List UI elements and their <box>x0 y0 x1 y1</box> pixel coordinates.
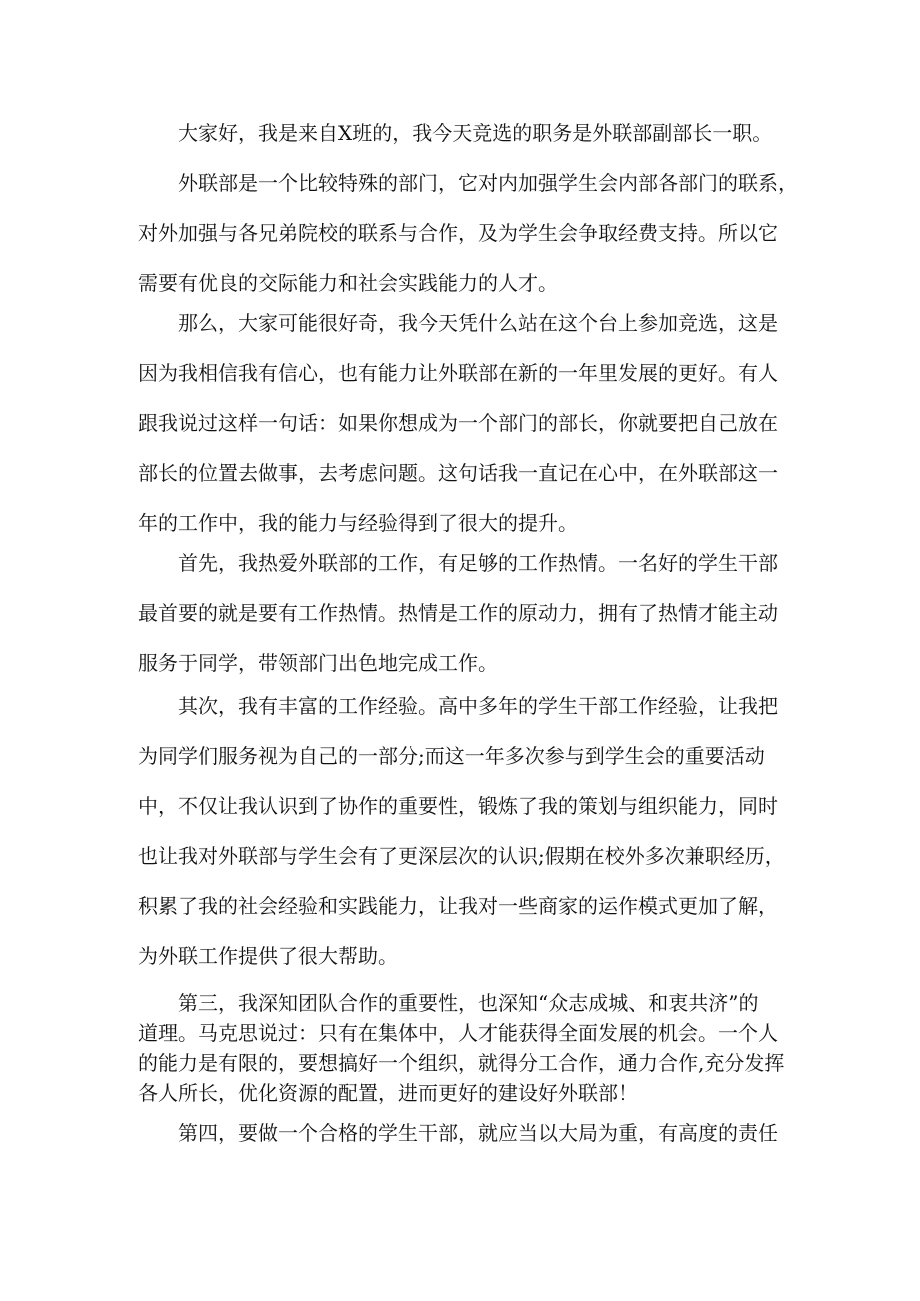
text-line: 最首要的就是要有工作热情。热情是工作的原动力，拥有了热情才能主动 <box>138 601 778 625</box>
text-line: 服务于同学，带领部门出色地完成工作。 <box>138 651 498 675</box>
text-line: 外联部是一个比较特殊的部门，它对内加强学生会内部各部门的联系， <box>178 171 798 195</box>
text-line: 跟我说过这样一句话：如果你想成为一个部门的部长，你就要把自己放在 <box>138 411 778 435</box>
paragraph-first-point <box>138 538 798 688</box>
text-line: 因为我相信我有信心，也有能力让外联部在新的一年里发展的更好。有人 <box>138 361 778 385</box>
text-line: 道理。马克思说过：只有在集体中，人才能获得全面发展的机会。一个人 <box>138 1021 778 1045</box>
text-line: 第四，要做一个合格的学生干部，就应当以大局为重，有高度的责任 <box>178 1121 778 1145</box>
text-line: 也让我对外联部与学生会有了更深层次的认识;假期在校外多次兼职经历， <box>138 844 785 868</box>
text-line: 对外加强与各兄弟院校的联系与合作，及为学生会争取经费支持。所以它 <box>138 221 778 245</box>
text-line: 各人所长，优化资源的配置，进而更好的建设好外联部！ <box>138 1081 638 1105</box>
text-line: 需要有优良的交际能力和社会实践能力的人才。 <box>138 271 558 295</box>
paragraph-motivation <box>138 298 798 548</box>
paragraph-second-point <box>138 681 798 981</box>
text-line: 年的工作中，我的能力与经验得到了很大的提升。 <box>138 511 578 535</box>
text-line: 大家好，我是来自X班的，我今天竞选的职务是外联部副部长一职。 <box>178 121 773 145</box>
paragraph-department-intro <box>138 158 798 308</box>
text-line: 其次，我有丰富的工作经验。高中多年的学生干部工作经验，让我把 <box>178 694 778 718</box>
text-line: 那么，大家可能很好奇，我今天凭什么站在这个台上参加竞选，这是 <box>178 311 778 335</box>
text-line: 为外联工作提供了很大帮助。 <box>138 944 398 968</box>
text-line: 的能力是有限的，要想搞好一个组织，就得分工合作，通力合作,充分发挥 <box>138 1051 785 1075</box>
text-line: 中，不仅让我认识到了协作的重要性，锻炼了我的策划与组织能力，同时 <box>138 794 778 818</box>
text-line: 为同学们服务视为自己的一部分;而这一年多次参与到学生会的重要活动 <box>138 744 765 768</box>
text-line: 部长的位置去做事，去考虑问题。这句话我一直记在心中，在外联部这一 <box>138 461 778 485</box>
text-line: 首先，我热爱外联部的工作，有足够的工作热情。一名好的学生干部 <box>178 551 778 575</box>
paragraph-fourth-point <box>138 1108 798 1158</box>
text-line: 积累了我的社会经验和实践能力，让我对一些商家的运作模式更加了解， <box>138 894 778 918</box>
paragraph-third-point <box>138 988 798 1108</box>
paragraph-greeting <box>138 108 798 158</box>
text-line: 第三，我深知团队合作的重要性，也深知“众志成城、和衷共济”的 <box>178 991 759 1015</box>
